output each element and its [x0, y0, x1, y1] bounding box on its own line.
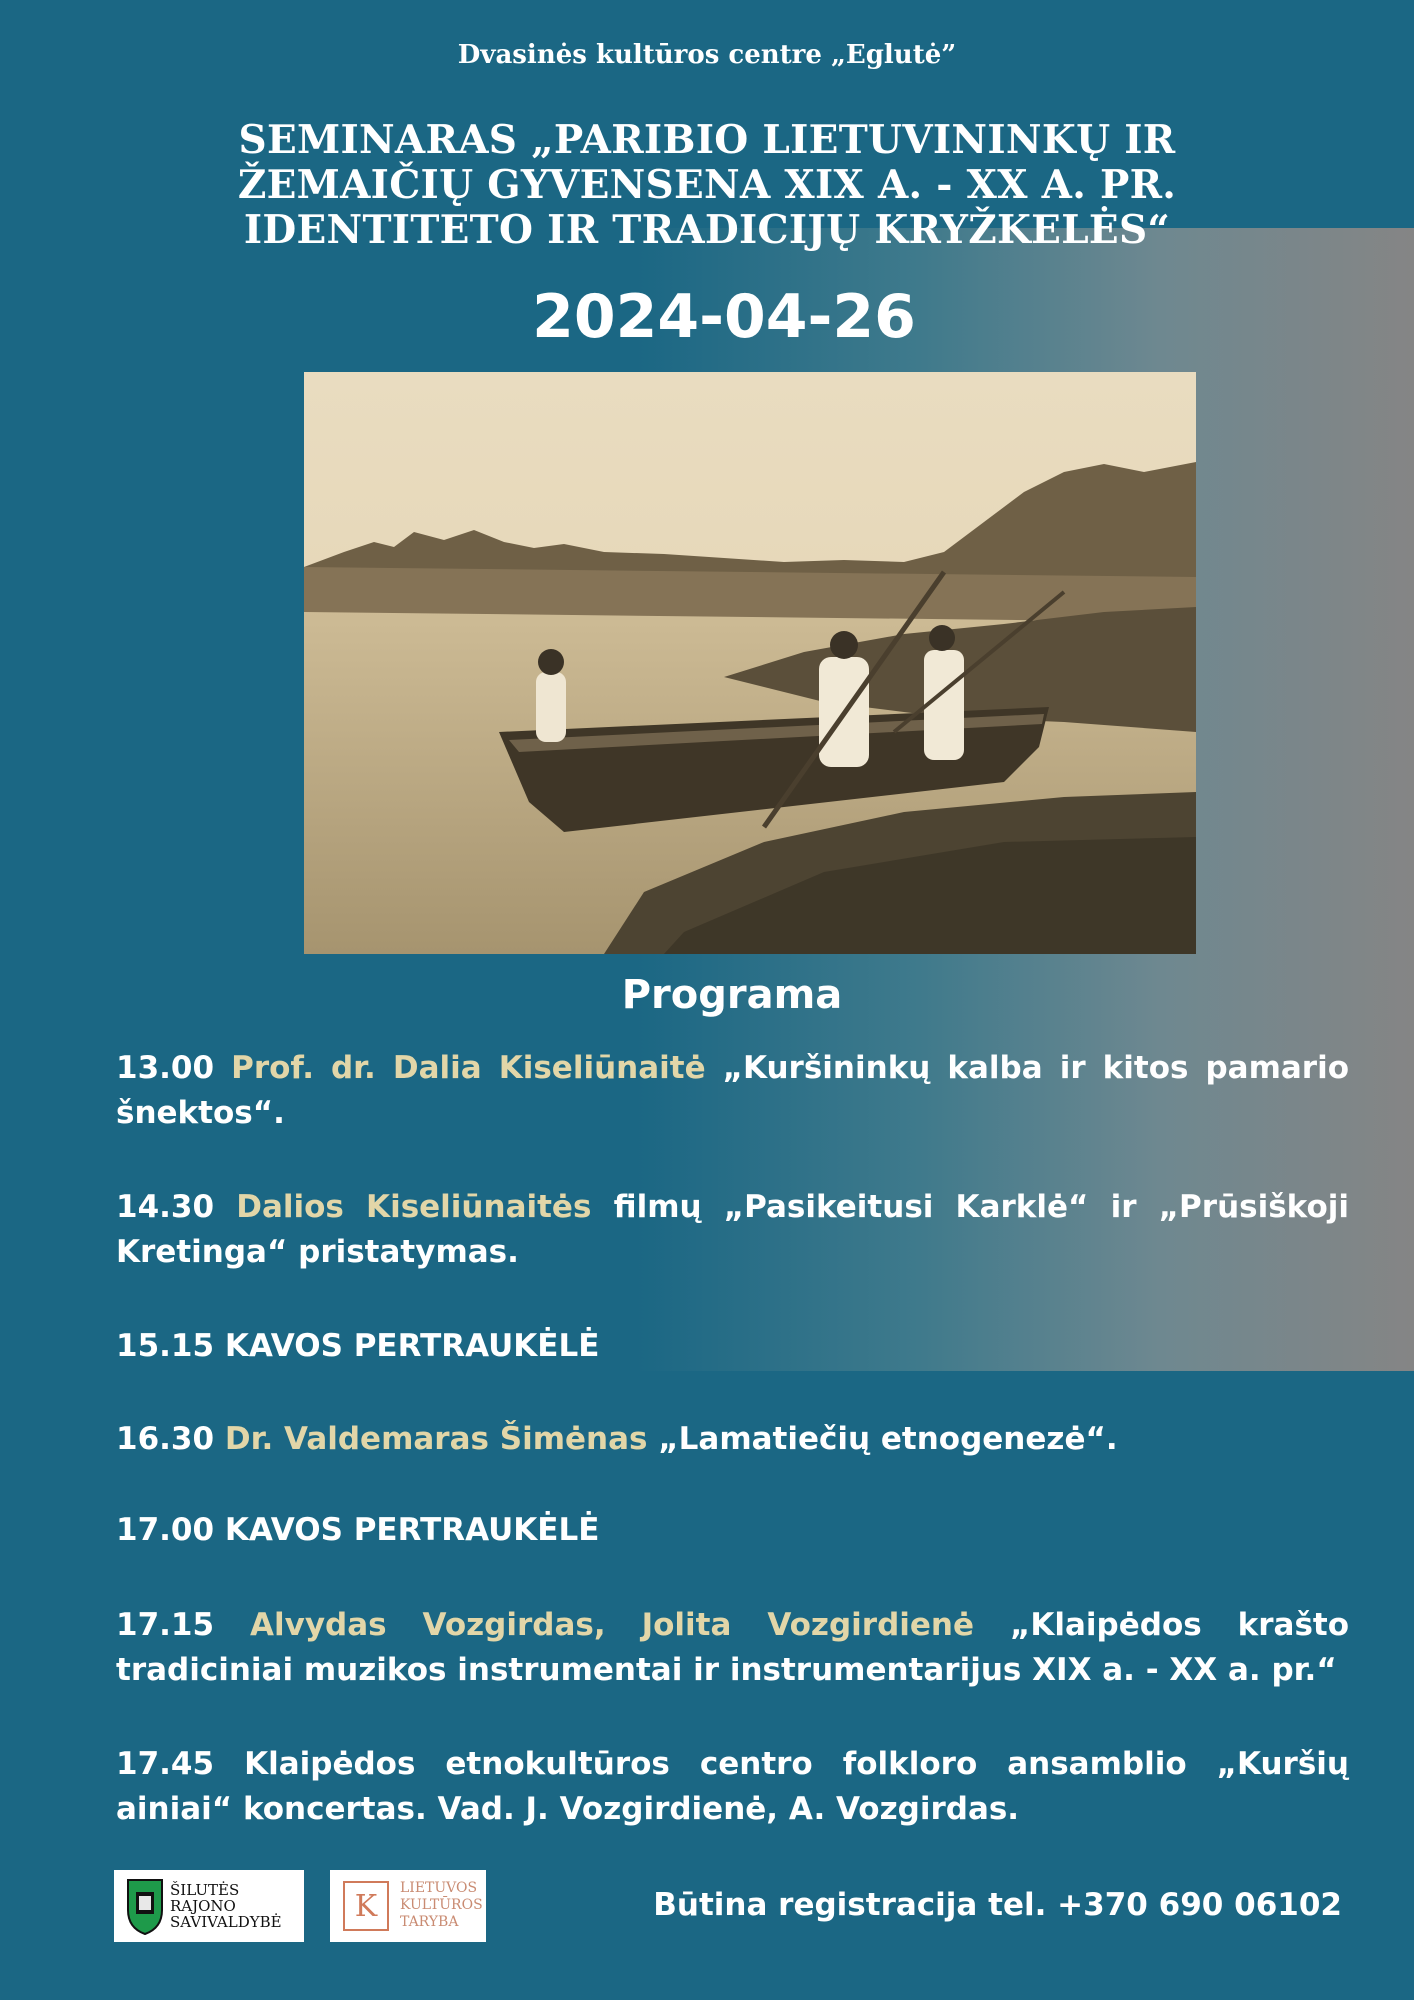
silute-municipality-logo — [114, 1870, 304, 1942]
silute-coat-of-arms-icon — [120, 1870, 170, 1942]
program-item-1 — [116, 1046, 1349, 1136]
program-item-7 — [116, 1742, 1349, 1832]
item-text: KAVOS PERTRAUKĖLĖ — [224, 1328, 600, 1364]
item-time: 17.00 — [116, 1512, 215, 1548]
registration-info: Būtina registracija tel. +370 690 06102 — [653, 1887, 1342, 1923]
item-text: KAVOS PERTRAUKĖLĖ — [224, 1512, 600, 1548]
item-text: Klaipėdos etnokultūros centro folkloro ansamblio „Kuršių ainiai“ koncertas. Vad. J. Vozgirdienė, A. Vozgirdas. — [116, 1746, 1349, 1827]
historic-boat-photo — [304, 372, 1196, 954]
item-time: 13.00 — [116, 1050, 215, 1086]
item-time: 14.30 — [116, 1189, 215, 1225]
item-speaker: Dalios Kiseliūnaitės — [236, 1189, 592, 1225]
boat-photo-illustration — [304, 372, 1196, 954]
logo2-text: LIETUVOS KULTŪROS TARYBA — [400, 1880, 483, 1930]
program-item-4 — [116, 1417, 1349, 1462]
item-time: 17.45 — [116, 1746, 215, 1782]
item-speaker: Prof. dr. Dalia Kiseliūnaitė — [231, 1050, 706, 1086]
culture-council-logo — [330, 1870, 486, 1942]
item-time: 15.15 — [116, 1328, 215, 1364]
item-time: 16.30 — [116, 1421, 215, 1457]
item-time: 17.15 — [116, 1607, 215, 1643]
seminar-title: SEMINARAS „PARIBIO LIETUVININKŲ IR ŽEMAIČIŲ GYVENSENA XIX A. - XX A. PR. IDENTITETO IR TRADICIJŲ KRYŽKELĖS“ — [237, 117, 1177, 253]
item-speaker: Alvydas Vozgirdas, Jolita Vozgirdienė — [250, 1607, 975, 1643]
program-heading: Programa — [621, 972, 843, 1018]
item-speaker: Dr. Valdemaras Šimėnas — [224, 1421, 648, 1457]
program-item-2 — [116, 1185, 1349, 1275]
logo1-text: ŠILUTĖS RAJONO SAVIVALDYBĖ — [170, 1881, 282, 1931]
program-item-3 — [116, 1324, 1349, 1369]
item-text: „Kuršininkų kalba ir kitos pamario šnektos“. — [116, 1050, 1350, 1131]
logo2-mark: K — [354, 1889, 378, 1924]
item-text: filmų „Pasikeitusi Karklė“ ir „Prūsiškoji Kretinga“ pristatymas. — [116, 1189, 1349, 1270]
program-item-5 — [116, 1508, 1349, 1553]
lithuanian-council-for-culture-logo — [334, 1870, 396, 1942]
program-item-6 — [116, 1603, 1349, 1693]
event-date: 2024-04-26 — [532, 282, 916, 352]
organizer-name: Dvasinės kultūros centre „Eglutė” — [457, 40, 957, 70]
item-text: „Klaipėdos krašto tradiciniai muzikos instrumentai ir instrumentarijus XIX a. - XX a. pr.“ — [116, 1607, 1350, 1688]
item-text: „Lamatiečių etnogenezė“. — [658, 1421, 1118, 1457]
